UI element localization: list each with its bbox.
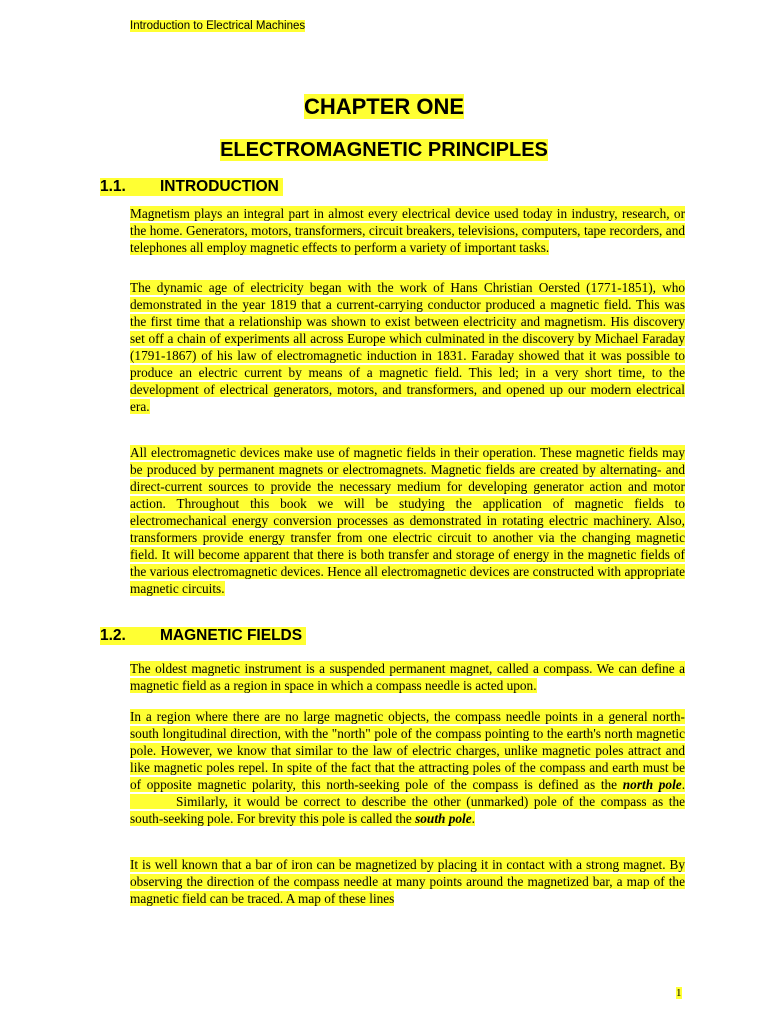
paragraph-text: The oldest magnetic instrument is a suspended permanent magnet, called a compass. We can define a magnetic field as a region in space in which a compass needle is acted upon. xyxy=(130,661,685,693)
term-south-pole: south pole xyxy=(415,811,472,826)
paragraph-text: Similarly, it would be correct to describe the other (unmarked) pole of the compass as the south-seeking pole. For brevity this pole is called the xyxy=(130,794,685,826)
section-number: 1.1. xyxy=(100,178,126,195)
paragraph-text: All electromagnetic devices make use of magnetic fields in their operation. These magnetic fields may be produced by permanent magnets or electromagnets. Magnetic fields are created by alternating- and direct-current sources to provide the necessary medium for developing generator action and motor action. Throughout this book we will be studying the application of magnetic fields to electromechanical energy conversion processes as demonstrated in rotating electric machinery. Also, transformers provide energy transfer from one electric circuit to another via the changing magnetic field. It will become apparent that there is both transfer and storage of energy in the magnetic fields of the various electromagnetic devices. Hence all electromagnetic devices are constructed with appropriate magnetic circuits. xyxy=(130,445,685,596)
chapter-title-text: CHAPTER ONE xyxy=(303,94,465,119)
paragraph xyxy=(130,444,685,597)
paragraph xyxy=(130,856,685,907)
paragraph xyxy=(130,660,685,694)
section-heading-bg xyxy=(100,178,283,196)
chapter-subtitle-text: ELECTROMAGNETIC PRINCIPLES xyxy=(220,139,548,161)
section-number: 1.2. xyxy=(100,627,126,644)
page-number xyxy=(676,987,682,999)
section-title: INTRODUCTION xyxy=(160,178,279,195)
chapter-subtitle xyxy=(0,139,768,162)
paragraph xyxy=(130,708,685,827)
chapter-title xyxy=(0,94,768,120)
paragraph-text: It is well known that a bar of iron can be magnetized by placing it in contact with a strong magnet. By observing the direction of the compass needle at many points around the magnetized bar, a map of the magnetic field can be traced. A map of these lines xyxy=(130,857,685,906)
punctuation: . xyxy=(681,777,686,792)
section-title: MAGNETIC FIELDS xyxy=(160,627,303,644)
section-heading-magnetic-fields xyxy=(100,627,306,645)
paragraph-text: In a region where there are no large magnetic objects, the compass needle points in a general north-south longitudinal direction, with the "north" pole of the compass pointing to the earth's north magnetic pole. However, we know that similar to the law of electric charges, unlike magnetic poles attract and like magnetic poles repel. In spite of the fact that the attracting poles of the compass and earth must be of opposite magnetic polarity, this north-seeking pole of the compass is defined as the xyxy=(130,709,685,792)
running-header xyxy=(130,20,305,32)
page-number-text: 1 xyxy=(676,987,682,999)
section-heading-bg xyxy=(100,627,306,645)
punctuation: . xyxy=(471,811,475,826)
running-header-text: Introduction to Electrical Machines xyxy=(130,20,306,32)
term-north-pole: north pole xyxy=(622,777,682,792)
section-heading-introduction xyxy=(100,178,283,196)
paragraph-text: Magnetism plays an integral part in almost every electrical device used today in industry, research, or the home. Generators, motors, transformers, circuit breakers, televisions, computers, tape recorders, and telephones all employ magnetic effects to perform a variety of important tasks. xyxy=(130,206,685,255)
paragraph xyxy=(130,279,685,415)
paragraph xyxy=(130,205,685,256)
paragraph-text: The dynamic age of electricity began with the work of Hans Christian Oersted (1771-1851), who demonstrated in the year 1819 that a current-carrying conductor produced a magnetic field. This was the first time that a relationship was shown to exist between electricity and magnetism. His discovery set off a chain of experiments all across Europe which culminated in the discovery by Michael Faraday (1791-1867) of his law of electromagnetic induction in 1831. Faraday showed that it was possible to produce an electric current by means of a magnetic field. This led; in a very short time, to the development of electrical generators, motors, and transformers, and opened up our modern electrical era. xyxy=(130,280,685,414)
